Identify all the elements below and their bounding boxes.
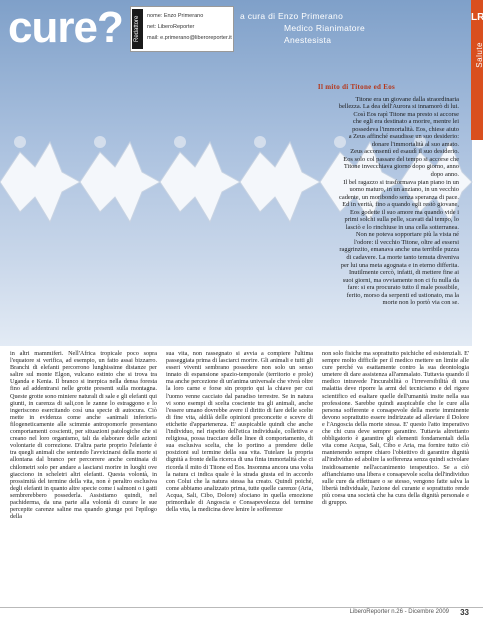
page-footer xyxy=(0,607,483,619)
myth-text: Titone era un giovane dalla straordinaria bellezza. La dea dell'Aurora si innamorò di lui. Così Eos rapì Titone ma presto si accorse che egli era destinato a morire, mentre lei possedeva l'immortalità. Eos, chiese aiuto a Zeus affinché esaudisse un suo desiderio: donare l'immortalità al suo amato. Zeus acconsentì ed esaudì il suo desiderio. Eos solo col passare del tempo si accorse che Titone invecchiava giorno dopo giorno, anno dopo anno. Il bel ragazzo si trasformava pian piano in un uomo maturo, in un anziano, in un vecchio cadente, un moribondo senza speranza di pace. Ed in verità, fino a quando egli restò giovane, Eos godette il suo amore ma quando vide i primi solchi sulla pelle, scavati dal tempo, lo lasciò e lo rinchiuse in una cella sotterranea. Non ne poteva sopportare più la vista né l'odore: il vecchio Titone, oltre ad essersi raggrinzito, emanava anche una terribile puzza di cadavere. La morte tanto temuta diveniva per lui una meta agognata e in eterno differita. Inutilmente cercò, infatti, di mettere fine ai suoi giorni, ma ovviamente non ci fu nulla da fare: si era procurato tutto il male possibile, ferito, morso da serpenti ed ustionato, ma la morte non lo portò via con se. xyxy=(338,95,459,307)
author-name: nome: Enzo Primerano xyxy=(147,13,204,19)
myth-box xyxy=(254,84,459,307)
section-label: Salute xyxy=(475,42,484,68)
author-mail: mail: e.primerano@liberoreporter.it xyxy=(147,35,232,41)
section-logo: LR xyxy=(471,12,484,23)
byline xyxy=(240,10,450,46)
article-column-3: non solo fisiche ma soprattutto psichiche ed esistenziali. E' sempre molto difficile per il medico mettere un limite alle cure perché va esattamente contro la sua deontologia umetere di dare assistenza all'ammalato. Tuttavia quando il medico intravede l'incurabilità o l'irreversibilità di una malattia deve riporre la armi del tecnicismo e del rigore scientifico ed esaltare quelle dell'umanità insite nella sua professione. Sarebbe quindi auspicabile che le cure alla persona sofferente e consapevole della morte imminente devono soprattutto essere indirizzate ad alleviare il Dolore e l'Angoscia della morte stessa. E' questo l'atto imperativo che chi cura deve sempre garantire. Tuttavia altrettanto obbligatorio è garantire gli elementi fondamentali della vita come Acqua, Sali, Cibo e Aria, ma fornire tutto ciò mantenendo sempre chiaro l'obiettivo di garantire dignità all'individuo ed abolire la sofferenza senza quindi scivolare insidiosamente nell'accanimento terapeutico. Se a ciò affianchiamo una libera e consapevole scelta dell'individuo sulle cure da effettuare o se stesso, vengono fatte salva la libertà individuale, l'azione del curante e soprattutto rende più coesa una società che ha cura della dignità personale e di gruppo. xyxy=(322,350,469,506)
byline-role: Medico Rianimatore xyxy=(284,23,365,33)
section-tab xyxy=(471,0,483,140)
article-body xyxy=(10,350,469,606)
page-number: 33 xyxy=(460,608,469,617)
author-card xyxy=(130,6,234,52)
byline-author: a cura di Enzo Primerano xyxy=(240,11,344,21)
author-net: net: LiberoReporter xyxy=(147,24,195,30)
article-column-2: sua vita, non rassegnato si avvia a compiere l'ultima passeggiata prima di lasciarci morire. Gli animali e tutti gli esseri viventi sembrano possedere non solo un senso innato di espansione spazio-temporale (territorio e prole) ma anche percezione di un'anima universale che vivrà oltre la loro carne e forse sin proprio qui la chiave per cui l'uomo venne cacciato dal paradiso terrestre. Se in natura vi sono esempi di scelta cosciente tra gli animali, anche l'essere umano dovrebbe avere il diritto di fare delle scelte di fine vita, aldilà delle opinioni preconcette e scevre di etichette d'appartenenza. E' auspicabile quindi che anche l'individuo, nel rispetto dell'etica individuale, collettiva e religiosa, possa tracciare delle linee di comportamento, di sua esclusiva scelta, che lo portino a prendere delle posizioni sul termine della sua vita. Tutelare la propria dignità a fronte della ricerca di una finta immortalità che ci ricorda il mito di Titone ed Eos. Insomma ancora una volta la natura ci indica quale è la strada giusta ed in accordo con Colui che la natura stessa ha creato. Quindi poiché, come abbiamo analizzato prima, tutte quelle carenze (Aria, Acqua, Sali, Cibo, Dolore) sfociano in quella emozione primordiale di Angoscia e Consapevolezza del termine della vita, la medicina deve lenire le sofferenze xyxy=(166,350,313,514)
author-card-label: Redattore xyxy=(132,9,143,49)
magazine-issue: LiberoReporter n.26 - Dicembre 2009 xyxy=(349,609,449,615)
byline-role-2: Anestesista xyxy=(284,35,332,45)
article-column-1: in altri mammiferi. Nell'Africa tropicale poco sopra l'equatore si verifica, ad esempio, un fatto assai bizzarro. Branchi di elefanti percorrono lunghissime distanze per salire sul monte Elgon, vulcano estinto che si trova tra Uganda e Kenia. Il branco si inerpica nella densa foresta fino ad addentrarsi nelle grotte presenti sulla montagna. Queste grotte sono miniere naturali di sale e gli elefanti qui giunti, in carenza di sali,con le zanne lo estraggono e lo ingeriscono esercitando così una specie di autocura. Ciò mette in evidenza come anche «animali inferiori» filogeneticamente alle scimmie antropomorfe presentano comportamenti coscienti, per situazioni patologiche che si creano nel loro organismo, tali da elaborare delle azioni volontarie di correzione. D'altra parte proprio l'elefante è tra quegli animali che sentendo l'avvicinarsi della morte si allontana dal branco per percorrere anche centinaia di chilometri solo per andare a lasciarsi morire in luoghi ove giacciono in scheletri altri elefanti. Questa volontà, in prossimità del termine della vita, non è peraltro esclusiva degli elefanti in quanto altre specie come i salmoni o i gatti sembrerebbero possederla. Assistiamo quindi, nel pachiderma, da una parte alla volontà di curare le sue percepite carenze saline ma quando giunge poi l'epilogo della xyxy=(10,350,157,521)
myth-title: Il mito di Titone ed Eos xyxy=(317,83,396,91)
headline: cure? xyxy=(8,3,123,52)
